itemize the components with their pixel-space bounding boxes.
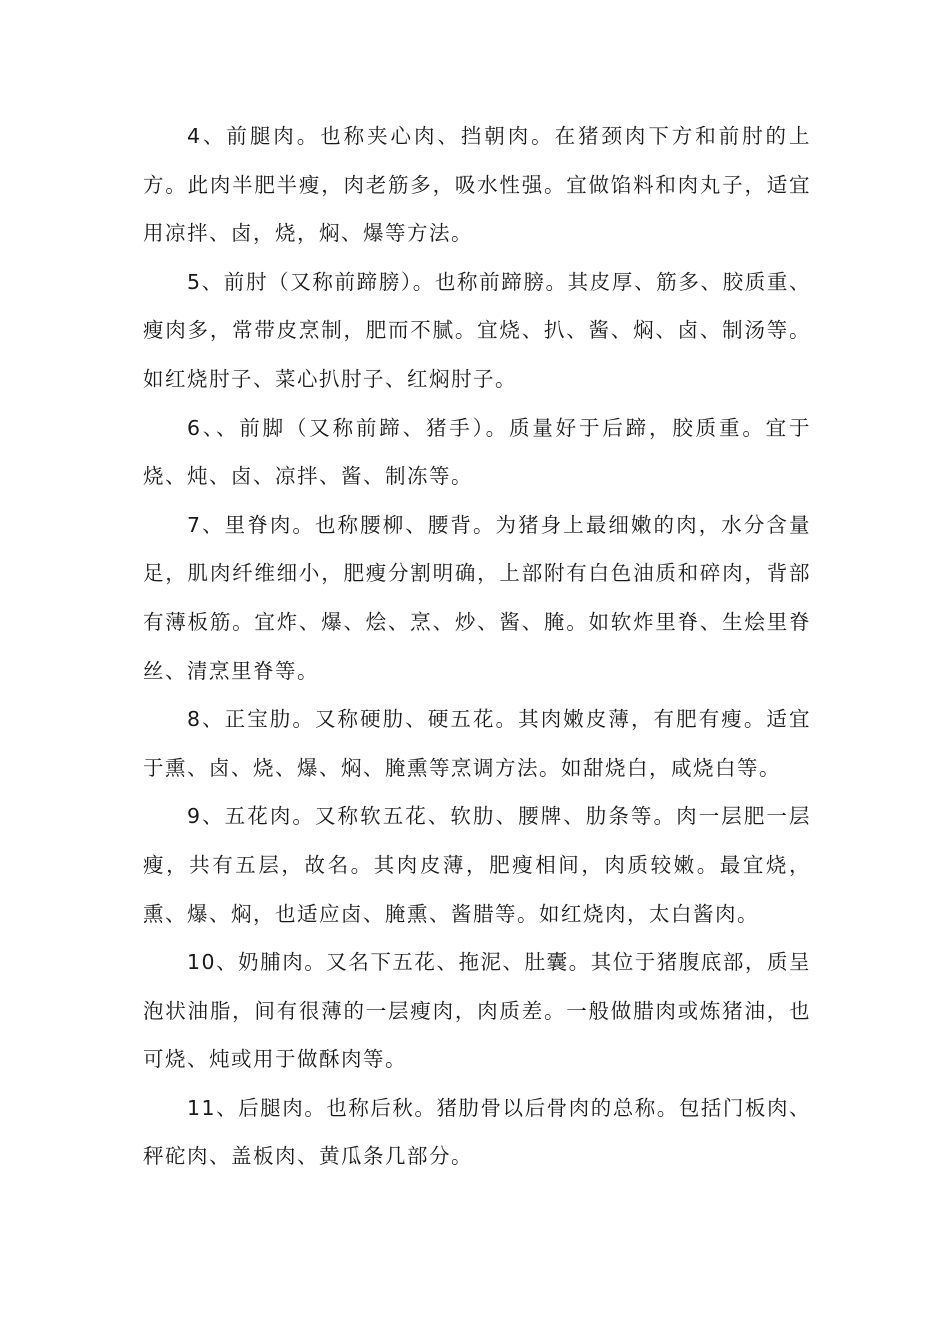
paragraph-front-leg-meat: 4、前腿肉。也称夹心肉、挡朝肉。在猪颈肉下方和前肘的上方。此肉半肥半瘦，肉老筋多，吸水性强。宜做馅料和肉丸子，适宜用凉拌、卤，烧，焖、爆等方法。 [143,124,811,246]
document-body [143,112,811,1181]
paragraph-tenderloin: 7、里脊肉。也称腰柳、腰背。为猪身上最细嫩的肉，水分含量足，肌肉纤维细小，肥瘦分割明确，上部附有白色油质和碎肉，背部有薄板筋。宜炸、爆、烩、烹、炒、酱、腌。如软炸里脊、生烩里脊丝、清烹里脊等。 [143,512,811,683]
paragraph-lower-belly: 10、奶脯肉。又名下五花、拖泥、肚囊。其位于猪腹底部，质呈泡状油脂，间有很薄的一层瘦肉，肉质差。一般做腊肉或炼猪油，也可烧、炖或用于做酥肉等。 [143,950,811,1072]
paragraph-pork-belly: 9、五花肉。又称软五花、软肋、腰牌、肋条等。肉一层肥一层瘦，共有五层，故名。其肉皮薄，肥瘦相间，肉质较嫩。最宜烧，熏、爆、焖，也适应卤、腌熏、酱腊等。如红烧肉，太白酱肉。 [143,804,811,926]
paragraph-front-trotter: 6、、前脚（又称前蹄、猪手）。质量好于后蹄，胶质重。宜于烧、炖、卤、凉拌、酱、制冻等。 [143,415,811,489]
paragraph-hind-leg-meat: 11、后腿肉。也称后秋。猪肋骨以后骨肉的总称。包括门板肉、秤砣肉、盖板肉、黄瓜条几部分。 [143,1095,811,1169]
paragraph-hard-rib: 8、正宝肋。又称硬肋、硬五花。其肉嫩皮薄，有肥有瘦。适宜于熏、卤、烧、爆、焖、腌熏等烹调方法。如甜烧白，咸烧白等。 [143,707,811,780]
paragraph-front-hock: 5、前肘（又称前蹄膀）。也称前蹄膀。其皮厚、筋多、胶质重、瘦肉多，常带皮烹制，肥而不腻。宜烧、扒、酱、焖、卤、制汤等。如红烧肘子、菜心扒肘子、红焖肘子。 [143,269,811,391]
